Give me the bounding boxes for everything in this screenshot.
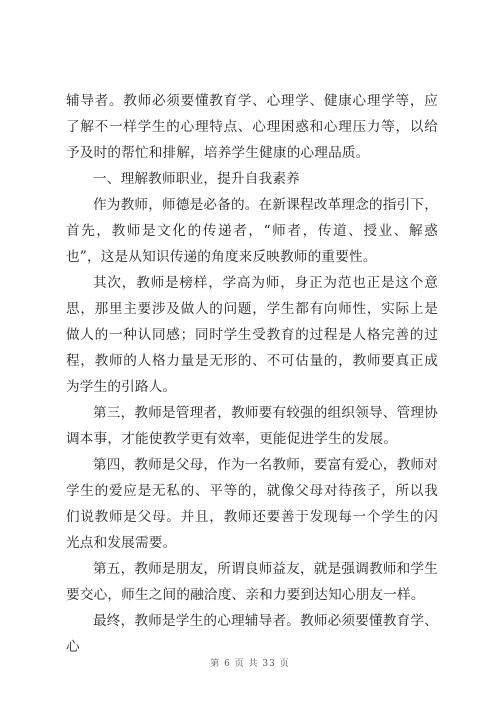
page-body <box>66 88 438 660</box>
page-footer: 第 6 页 共 33 页 <box>210 659 290 669</box>
paragraph-8: 最终，教师是学生的心理辅导者。教师必须要懂教育学、心 <box>66 613 438 655</box>
paragraph-3: 作为教师，师德是必备的。在新课程改革理念的指引下，首先，教师是文化的传递者，“师者，传道、授业、解惑也”，这是从知识传递的角度来反映教师的重要性。 <box>66 197 438 265</box>
paragraph-6: 第四，教师是父母，作为一名教师，要富有爱心，教师对学生的爱应是无私的、平等的，就像父母对待孩子，所以我们说教师是父母。并且，教师还要善于发现每一个学生的闪光点和发展需要。 <box>66 457 438 551</box>
section-heading: 一、理解教师职业，提升自我素养 <box>93 171 300 187</box>
paragraph-1: 辅导者。教师必须要懂教育学、心理学、健康心理学等，应了解不一样学生的心理特点、心理困惑和心理压力等，以给予及时的帮忙和排解，培养学生健康的心理品质。 <box>66 93 438 161</box>
paragraph-4: 其次，教师是榜样，学高为师，身正为范也正是这个意思，那里主要涉及做人的问题，学生都有向师性，实际上是做人的一种认同感；同时学生受教育的过程是人格完善的过程，教师的人格力量是无形的、不可估量的，教师要真正成为学生的引路人。 <box>66 275 438 395</box>
paragraph-7: 第五，教师是朋友，所谓良师益友，就是强调教师和学生要交心，师生之间的融洽度、亲和力要到达知心朋友一样。 <box>66 561 438 603</box>
paragraph-5: 第三，教师是管理者，教师要有较强的组织领导、管理协调本事，才能使教学更有效率，更能促进学生的发展。 <box>66 405 438 447</box>
